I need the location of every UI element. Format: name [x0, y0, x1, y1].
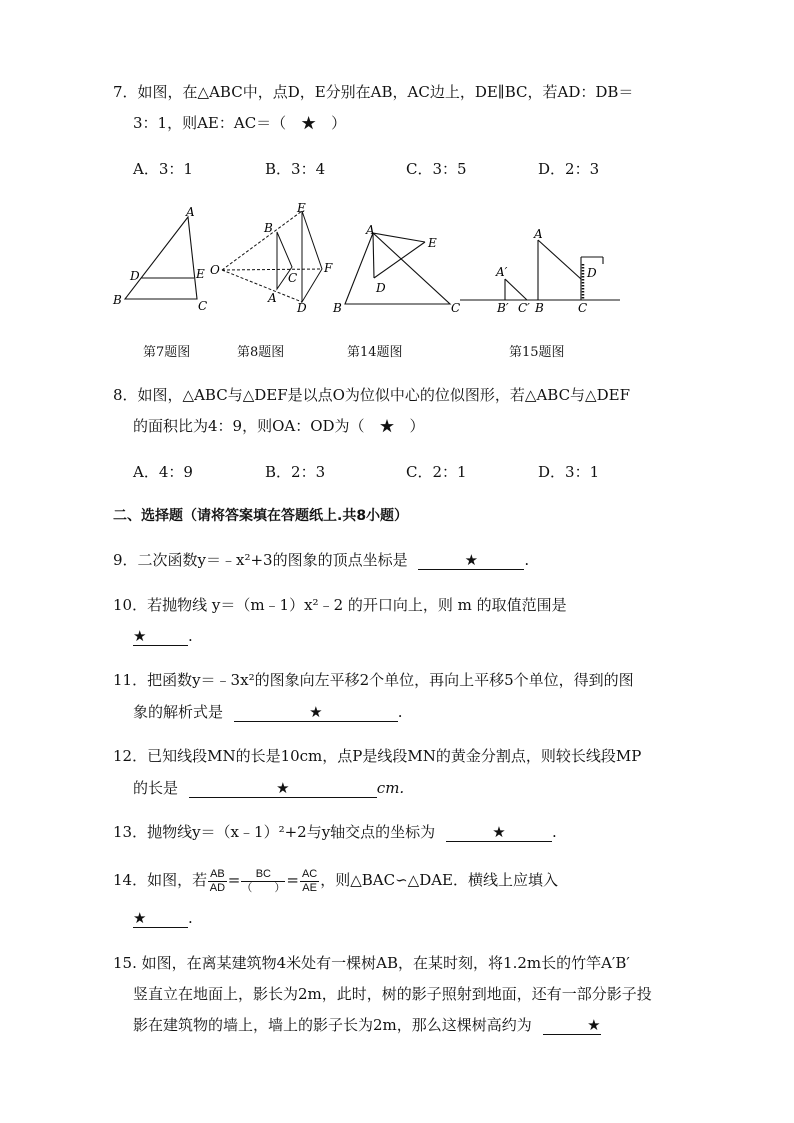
- q10-line2: [133, 626, 193, 646]
- q11-end: .: [397, 703, 403, 721]
- q13-end: .: [551, 823, 557, 841]
- fig7-label-e: E: [196, 267, 205, 281]
- q13: [113, 822, 557, 842]
- q14-fraction-ac-ae: [300, 868, 319, 895]
- q12-text: 的长是: [133, 779, 179, 797]
- q10-end: .: [188, 627, 193, 645]
- fig8-label-e: E: [297, 201, 306, 215]
- section-2-heading: 二、选择题（请将答案填在答题纸上.共8小题）: [113, 508, 409, 524]
- q12-answer-blank: ★: [189, 779, 377, 798]
- fig8-label-f: F: [324, 261, 333, 275]
- q9-end: .: [524, 551, 530, 569]
- figure-7: [125, 217, 197, 299]
- fig14-label-c: C: [451, 301, 461, 315]
- fig15-label-c-prime: C′: [518, 301, 530, 315]
- fig8-label-o: O: [210, 263, 220, 277]
- fig7-label-c: C: [198, 299, 208, 313]
- fraction-denominator: AD: [209, 881, 226, 894]
- q8-option-d: D．3：1: [538, 463, 600, 481]
- fraction-numerator: AC: [301, 867, 318, 880]
- fig14-label-a: A: [366, 223, 375, 237]
- fig14-label-b: B: [333, 301, 342, 315]
- fig15-label-b: B: [535, 301, 544, 315]
- q7-option-a: A．3：1: [133, 160, 193, 178]
- fraction-denominator: AE: [302, 881, 317, 894]
- fig15-label-b-prime: B′: [497, 301, 509, 315]
- q7-line2: 3：1，则AE：AC＝（ ★ ）: [133, 114, 347, 132]
- q7-option-d: D．2：3: [538, 160, 600, 178]
- q8-option-b: B．2：3: [265, 463, 326, 481]
- q9-answer-blank: ★: [418, 551, 524, 570]
- q7-option-c: C．3：5: [406, 160, 467, 178]
- fig8-label-c: C: [288, 271, 298, 285]
- q8-option-c: C．2：1: [406, 463, 467, 481]
- q15-answer-blank: ★: [543, 1016, 601, 1035]
- fraction-denominator: （ ）: [241, 881, 286, 894]
- fraction-numerator: BC: [241, 868, 285, 882]
- q14-fraction-ab-ad: [208, 868, 227, 895]
- q15-line1: 15. 如图，在离某建筑物4米处有一棵树AB，在某时刻，将1.2m长的竹竿A′B′: [113, 954, 630, 972]
- q14-line2: [133, 908, 193, 928]
- fraction-numerator: AB: [210, 867, 225, 880]
- fig14-label-e: E: [428, 236, 437, 250]
- q7-option-b: B．3：4: [265, 160, 326, 178]
- q9-text: 9．二次函数y＝﹣x²+3的图象的顶点坐标是: [113, 551, 408, 569]
- q11-line2: [133, 702, 403, 722]
- q14-fraction-bc-blank: [241, 868, 285, 895]
- caption-fig14: 第14题图: [347, 345, 403, 360]
- fig8-label-a: A: [268, 291, 277, 305]
- caption-fig8: 第8题图: [237, 345, 285, 360]
- q12-unit: cm.: [376, 779, 405, 797]
- q14-end: .: [188, 909, 193, 927]
- q8-line2: 的面积比为4：9，则OA：OD为（ ★ ）: [133, 417, 425, 435]
- fig14-label-d: D: [376, 281, 386, 295]
- fig8-label-d: D: [297, 301, 307, 315]
- caption-fig7: 第7题图: [143, 345, 191, 360]
- q13-text: 13．抛物线y＝（x﹣1）²+2与y轴交点的坐标为: [113, 823, 436, 841]
- q12-line1: 12．已知线段MN的长是10cm，点P是线段MN的黄金分割点，则较长线段MP: [113, 747, 642, 765]
- q11-answer-blank: ★: [234, 703, 398, 722]
- q11-line1: 11．把函数y＝﹣3x²的图象向左平移2个单位，再向上平移5个单位，得到的图: [113, 671, 634, 689]
- q11-text: 象的解析式是: [133, 703, 224, 721]
- q14-text-post: ，则△BAC∽△DAE．横线上应填入: [320, 871, 559, 889]
- q8-line1: 8．如图，△ABC与△DEF是以点O为位似中心的位似图形，若△ABC与△DEF: [113, 386, 630, 404]
- q14-answer-blank: ★: [133, 909, 188, 928]
- fig15-label-c: C: [578, 301, 588, 315]
- q10-line1: 10．若抛物线 y＝（m﹣1）x²﹣2 的开口向上，则 m 的取值范围是: [113, 596, 567, 614]
- fig15-label-d: D: [587, 266, 597, 280]
- q15-line3: [133, 1015, 601, 1035]
- caption-fig15: 第15题图: [509, 345, 565, 360]
- q10-answer-blank: ★: [133, 627, 188, 646]
- fig7-label-b: B: [113, 293, 122, 307]
- fig8-label-b: B: [264, 221, 273, 235]
- q13-answer-blank: ★: [446, 823, 552, 842]
- q12-line2: [133, 778, 404, 798]
- figures-strip: [0, 200, 794, 330]
- q14-text-pre: 14．如图，若: [113, 871, 208, 889]
- q7-line1: 7．如图，在△ABC中，点D，E分别在AB，AC边上，DE∥BC，若AD：DB＝: [113, 83, 634, 101]
- q14-line1: 14．如图，若 $\frac{AB}{AD}$ = $\frac{BC}{( )}$ = $\frac{AC}{AE}$ ，则△BAC∽△DAE．横线上应填入: [113, 867, 559, 894]
- q8-option-a: A．4：9: [133, 463, 193, 481]
- q9: [113, 550, 529, 570]
- fig15-label-a: A: [534, 227, 543, 241]
- q15-line2: 竖直立在地面上，影长为2m，此时，树的影子照射到地面，还有一部分影子投: [133, 985, 652, 1003]
- fig15-label-a-prime: A′: [496, 265, 508, 279]
- fig7-label-d: D: [130, 269, 140, 283]
- fig7-label-a: A: [186, 205, 195, 219]
- q15-text: 影在建筑物的墙上，墙上的影子长为2m，那么这棵树高约为: [133, 1016, 532, 1034]
